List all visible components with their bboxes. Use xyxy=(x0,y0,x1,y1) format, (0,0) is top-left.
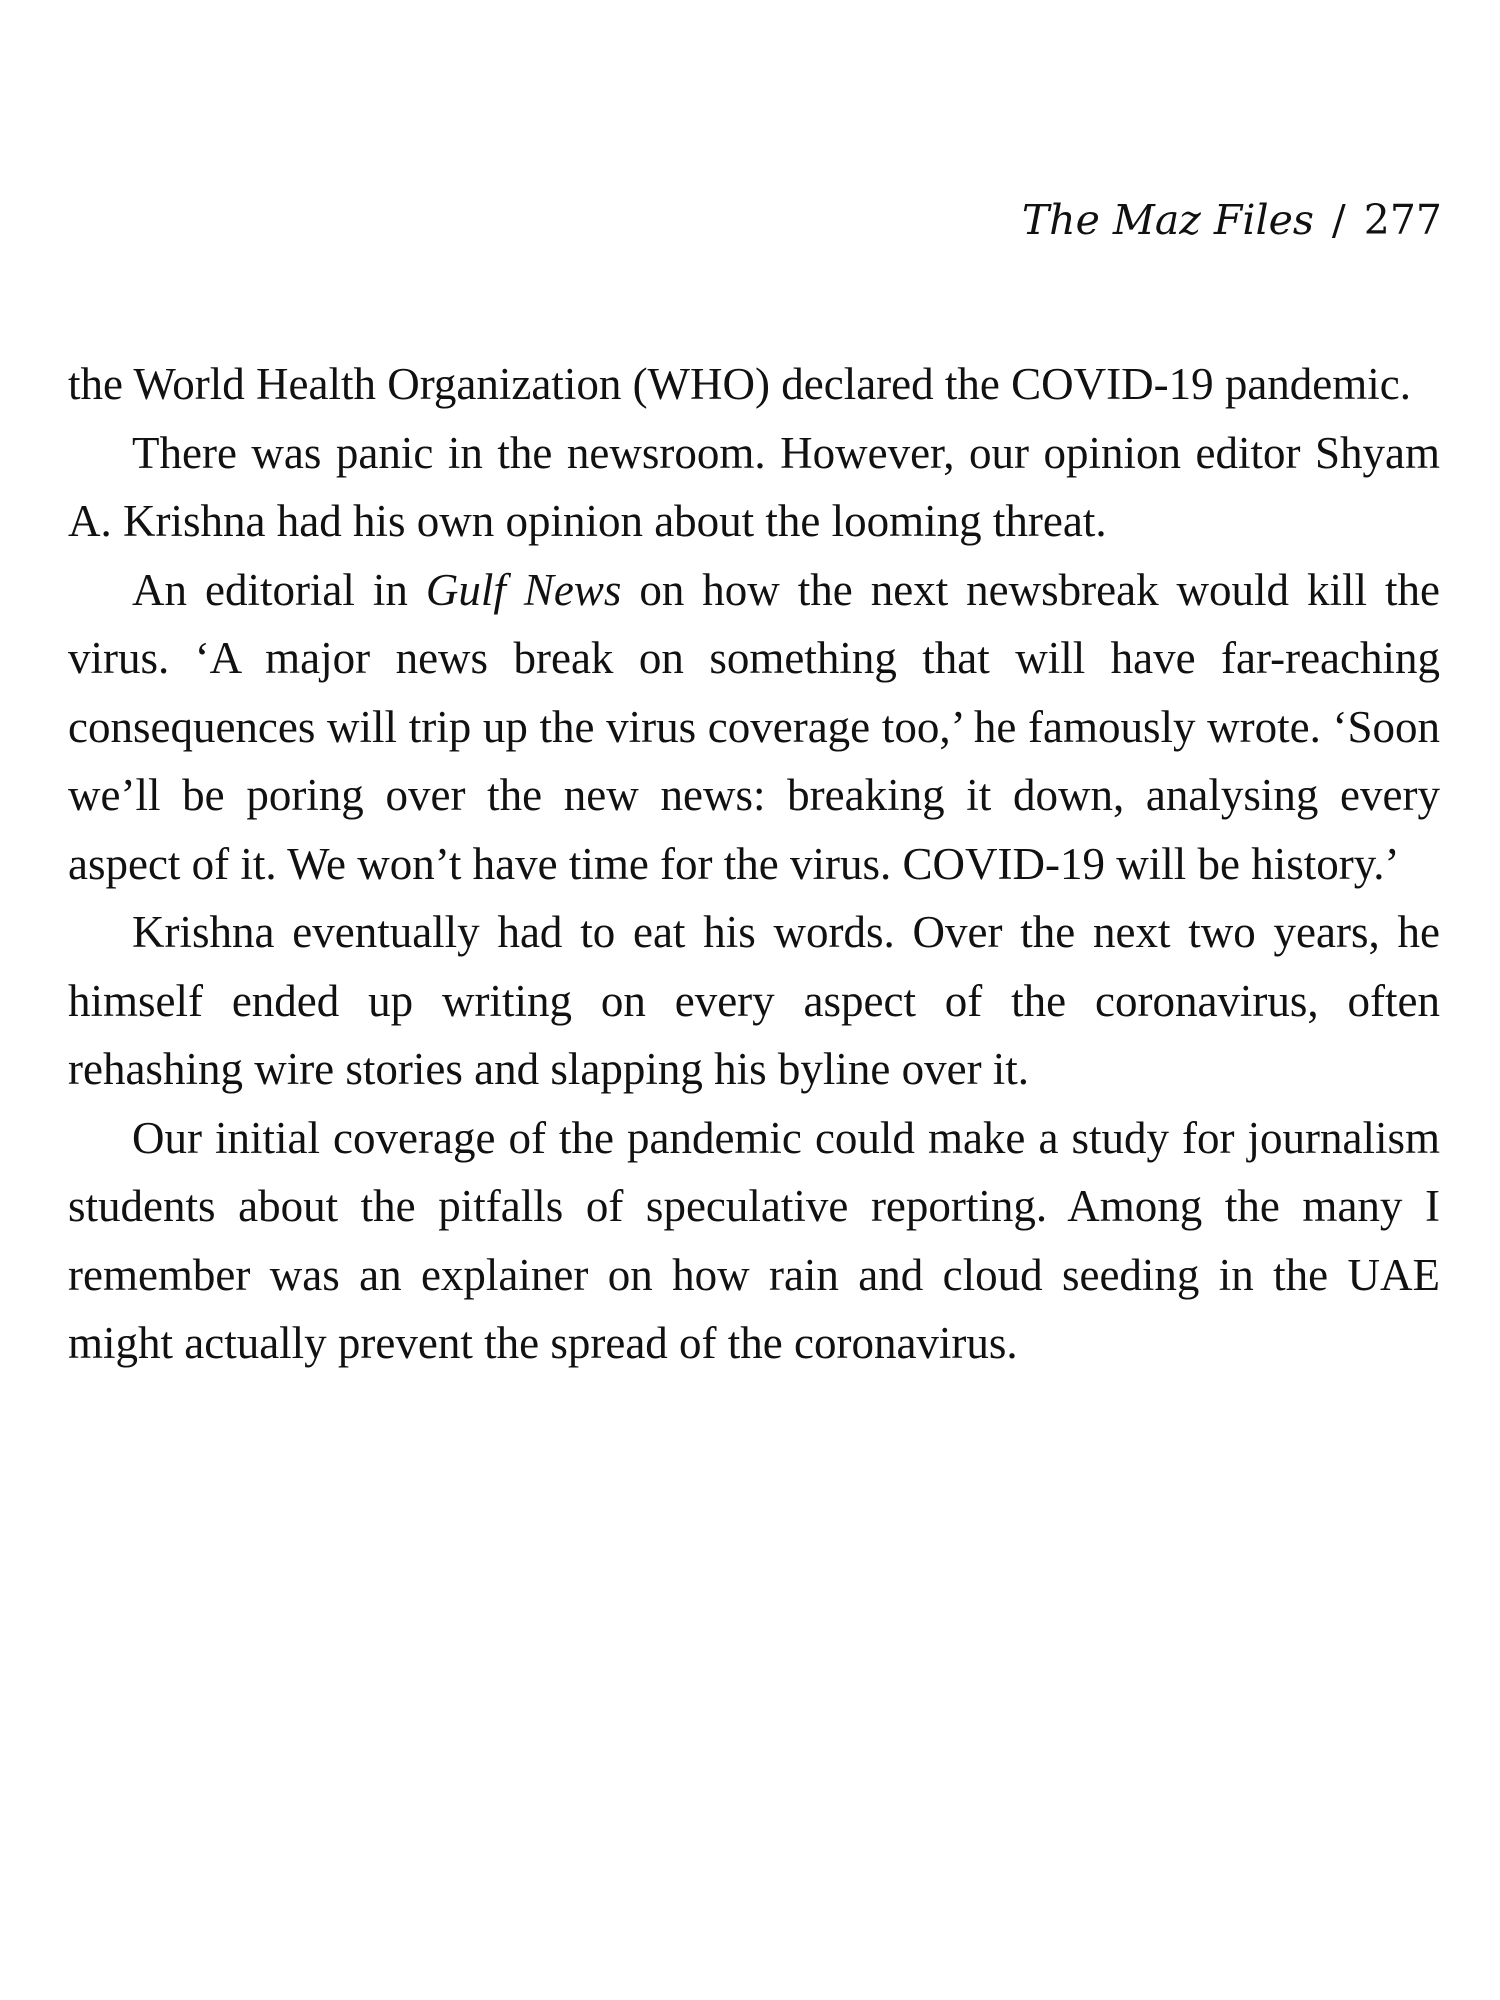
paragraph-krishna-words: Krishna eventually had to eat his words. Over the next two years, he himself ended up writing on every aspect of the coronavirus, often rehashing wire stories and slapping his byline over it. xyxy=(68,907,1440,1094)
paragraph-newsroom-panic: There was panic in the newsroom. However, our opinion editor Shyam A. Krishna had his own opinion about the looming threat. xyxy=(68,427,1440,546)
running-head xyxy=(1022,195,1442,245)
paragraph-editorial-rest: on how the next newsbreak would kill the virus. ‘A major news break on something that will have far-reaching consequences will trip up the virus coverage too,’ he famously wrote. ‘Soon we’ll be poring over the new news: breaking it down, analysing every aspect of it. We won’t have time for the virus. COVID-19 will be history.’ xyxy=(68,564,1440,889)
publication-name: Gulf News xyxy=(425,564,622,615)
paragraph-editorial xyxy=(68,556,1440,899)
running-head-title: The Maz Files xyxy=(1021,196,1314,244)
body-text xyxy=(68,350,1440,1378)
page-number: 277 xyxy=(1363,196,1442,244)
paragraph-continuation: the World Health Organization (WHO) declared the COVID-19 pandemic. xyxy=(68,359,1412,409)
running-head-separator: / xyxy=(1331,196,1346,244)
paragraph-editorial-lead: An editorial in xyxy=(132,564,426,615)
paragraph-initial-coverage: Our initial coverage of the pandemic could make a study for journalism students about the pitfalls of speculative reporting. Among the many I remember was an explainer on how rain and cloud seeding in the UAE might actually prevent the spread of the coronavirus. xyxy=(68,1112,1440,1368)
